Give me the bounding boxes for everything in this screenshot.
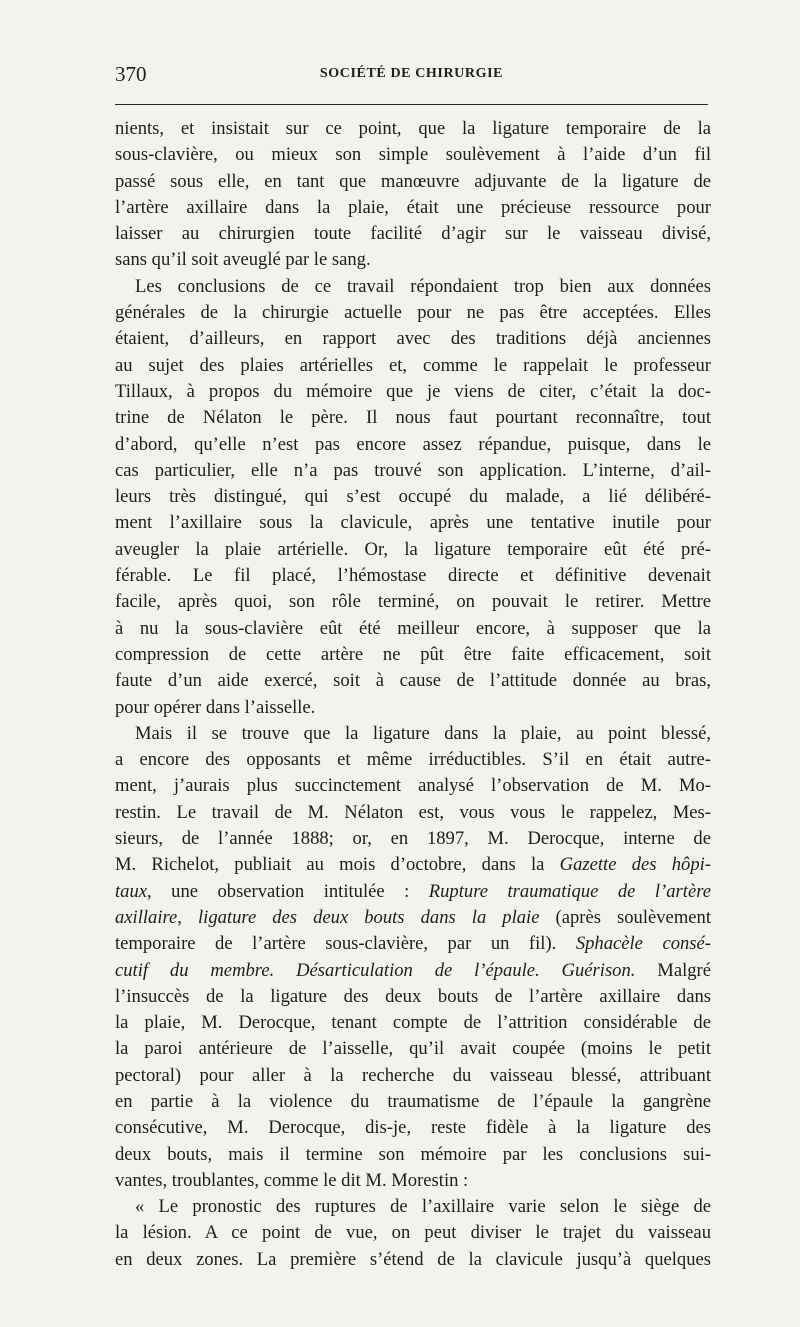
italic-text: cutif du membre. Désarticulation de l’épaule. Guérison. [115, 959, 636, 981]
text-line [115, 747, 711, 773]
text-segment: restin. Le travail de M. Nélaton est, vous vous le rappelez, Mes- [115, 801, 711, 823]
text-line [115, 1063, 711, 1089]
text-segment: facile, après quoi, son rôle terminé, on pouvait le retirer. Mettre [115, 591, 711, 613]
text-line [115, 1089, 711, 1115]
text-line [115, 510, 711, 536]
text-line [115, 1142, 711, 1168]
text-segment: générales de la chirurgie actuelle pour ne pas être acceptées. Elles [115, 302, 711, 324]
text-line [115, 1194, 711, 1220]
text-line [115, 642, 711, 668]
text-segment: la lésion. A ce point de vue, on peut diviser le trajet du vaisseau [115, 1222, 711, 1244]
page-header [115, 60, 708, 100]
text-line [115, 274, 711, 300]
text-line [115, 1036, 711, 1062]
text-segment: pectoral) pour aller à la recherche du vaisseau blessé, attribuant [115, 1064, 711, 1086]
text-line [115, 1115, 711, 1141]
text-segment: deux bouts, mais il termine son mémoire par les conclusions sui- [115, 1143, 711, 1165]
text-segment: au sujet des plaies artérielles et, comme le rappelait le professeur [115, 354, 711, 376]
text-line [115, 1220, 711, 1246]
text-line [115, 169, 711, 195]
text-segment: sieurs, de l’année 1888; or, en 1897, M. Derocque, interne de [115, 828, 711, 850]
text-line [115, 326, 711, 352]
header-rule [115, 104, 708, 105]
text-segment: compression de cette artère ne pût être faite efficacement, soit [115, 643, 711, 665]
text-segment: à nu la sous-clavière eût été meilleur encore, à supposer que la [115, 617, 711, 639]
text-line [115, 484, 711, 510]
text-line [115, 905, 711, 931]
italic-text: Rupture traumatique de l’artère [428, 880, 711, 902]
text-line [115, 958, 711, 984]
text-segment: cas particulier, elle n’a pas trouvé son application. L’interne, d’ail- [115, 459, 711, 481]
text-segment: sans qu’il soit aveuglé par le sang. [115, 249, 371, 271]
text-segment: ment l’axillaire sous la clavicule, après une tentative inutile pour [115, 512, 711, 534]
text-segment: étaient, d’ailleurs, en rapport avec des traditions déjà anciennes [115, 328, 711, 350]
italic-text: Sphacèle consé- [575, 933, 711, 955]
text-segment: aveugler la plaie artérielle. Or, la ligature temporaire eût été pré- [115, 538, 711, 560]
text-segment: l’insuccès de la ligature des deux bouts de l’artère axillaire dans [115, 985, 711, 1007]
text-segment: vantes, troublantes, comme le dit M. Morestin : [115, 1169, 469, 1191]
page-number: 370 [115, 62, 147, 86]
text-line [115, 1168, 711, 1194]
text-segment: (après soulèvement [539, 906, 711, 928]
text-segment: Mais il se trouve que la ligature dans la plaie, au point blessé, [135, 722, 711, 744]
text-line [115, 879, 711, 905]
text-segment: passé sous elle, en tant que manœuvre adjuvante de la ligature de [115, 170, 711, 192]
text-segment: temporaire de l’artère sous-clavière, par un fil). [115, 933, 576, 955]
text-line [115, 800, 711, 826]
text-line [115, 247, 711, 273]
italic-text: Gazette des hôpi- [559, 854, 711, 876]
text-line [115, 773, 711, 799]
text-segment: pour opérer dans l’aisselle. [115, 696, 316, 718]
text-segment: sous-clavière, ou mieux son simple soulèvement à l’aide d’un fil [115, 144, 711, 166]
text-segment: nients, et insistait sur ce point, que la ligature temporaire de la [115, 118, 711, 139]
italic-text: taux [115, 880, 148, 902]
text-line [115, 721, 711, 747]
text-segment: leurs très distingué, qui s’est occupé du malade, a lié délibéré- [115, 486, 711, 508]
text-line [115, 931, 711, 957]
text-line [115, 300, 711, 326]
text-segment: Malgré [635, 959, 711, 981]
body-text [115, 116, 711, 1273]
text-line [115, 668, 711, 694]
text-line [115, 116, 711, 142]
text-line [115, 458, 711, 484]
text-segment: , une observation intitulée : [147, 880, 429, 902]
text-segment: faute d’un aide exercé, soit à cause de l’attitude donnée au bras, [115, 670, 711, 692]
text-line [115, 1010, 711, 1036]
text-segment: laisser au chirurgien toute facilité d’agir sur le vaisseau divisé, [115, 223, 711, 245]
text-segment: la paroi antérieure de l’aisselle, qu’il avait coupée (moins le petit [115, 1038, 711, 1060]
text-segment: « Le pronostic des ruptures de l’axillaire varie selon le siège de [135, 1196, 711, 1218]
text-line [115, 616, 711, 642]
text-segment: l’artère axillaire dans la plaie, était une précieuse ressource pour [115, 196, 711, 218]
text-line [115, 353, 711, 379]
text-segment: Tillaux, à propos du mémoire que je viens de citer, c’était la doc- [115, 380, 711, 402]
text-segment: la plaie, M. Derocque, tenant compte de l’attrition considérable de [115, 1012, 711, 1034]
italic-text: axillaire, ligature des deux bouts dans la plaie [115, 906, 540, 928]
text-segment: ment, j’aurais plus succinctement analysé l’observation de M. Mo- [115, 775, 711, 797]
text-line [115, 405, 711, 431]
text-segment: trine de Nélaton le père. Il nous faut pourtant reconnaître, tout [115, 407, 711, 429]
text-line [115, 537, 711, 563]
text-line [115, 379, 711, 405]
text-segment: Les conclusions de ce travail répondaient trop bien aux données [135, 275, 711, 297]
text-line [115, 142, 711, 168]
text-line [115, 221, 711, 247]
text-line [115, 432, 711, 458]
text-line [115, 826, 711, 852]
text-line [115, 563, 711, 589]
text-segment: consécutive, M. Derocque, dis-je, reste fidèle à la ligature des [115, 1117, 711, 1139]
text-segment: férable. Le fil placé, l’hémostase directe et définitive devenait [115, 565, 711, 587]
text-segment: d’abord, qu’elle n’est pas encore assez répandue, puisque, dans le [115, 433, 711, 455]
text-line [115, 695, 711, 721]
text-segment: a encore des opposants et même irréductibles. S’il en était autre- [115, 749, 711, 771]
text-line [115, 984, 711, 1010]
running-title: SOCIÉTÉ DE CHIRURGIE [319, 66, 504, 81]
text-line [115, 1247, 711, 1273]
text-line [115, 195, 711, 221]
text-segment: en deux zones. La première s’étend de la clavicule jusqu’à quelques [115, 1248, 711, 1270]
text-segment: M. Richelot, publiait au mois d’octobre, dans la [115, 854, 560, 876]
text-segment: en partie à la violence du traumatisme de l’épaule la gangrène [115, 1090, 711, 1112]
text-line [115, 589, 711, 615]
text-line [115, 852, 711, 878]
